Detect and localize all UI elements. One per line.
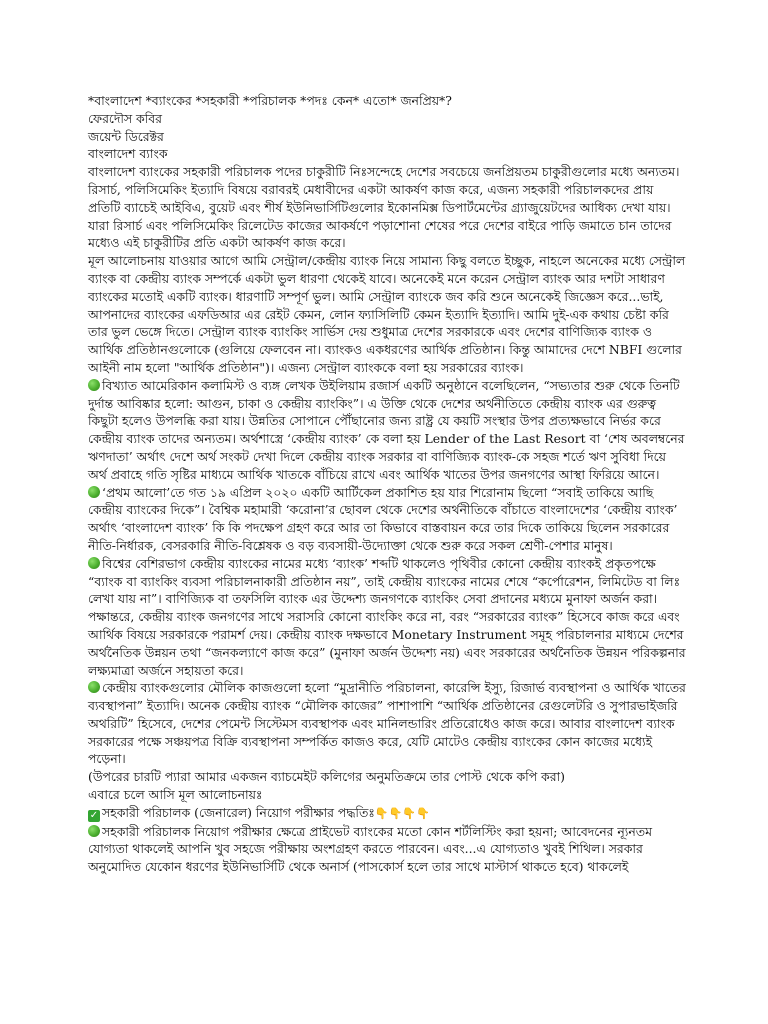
paragraph-core-functions [88,679,688,768]
paragraph-bank-naming [88,555,688,680]
paragraph-transition: এবারে চলে আসি মূল আলোচনায়ঃ [88,787,263,803]
paragraph-will-rogers-quote [88,377,688,484]
heading-text: সহকারী পরিচালক (জেনারেল) নিয়োগ পরীক্ষার পদ্ধতিঃ [102,804,375,820]
green-circle-icon [88,681,100,693]
section-heading-exam-method [88,804,688,823]
author-organization: বাংলাদেশ ব্যাংক [88,146,168,162]
green-circle-icon [88,486,100,498]
paragraph-text: বিশ্বের বেশিরভাগ কেন্দ্রীয় ব্যাংকের নামের মধ্যে ‘ব্যাংক’ শব্দটি থাকলেও পৃথিবীর কোনো কেন্দ্রীয় ব্যাংকই প্রকৃতপক্ষে “ব্যাংক বা ব্যাংকিং ব্যবসা পরিচালনাকারী প্রতিষ্ঠান নয়”, তাই কেন্দ্রীয় ব্যাংকের নামের শেষে “কর্পোরেশন, লিমিটেড বা লিঃ লেখা যায় না”। বাণিজ্যিক বা তফসিলি ব্যাংক এর উদ্দেশ্য জনগণকে ব্যাংকিং সেবা প্রদানের মধ্যমে মুনাফা অর্জন করা। পক্ষান্তরে, কেন্দ্রীয় ব্যাংক জনগণের সাথে সরাসরি কোনো ব্যাংকিং করে না, বরং “সরকারের ব্যাংক” হিসেবে কাজ করে এবং আর্থিক বিষয়ে সরকারকে পরামর্শ দেয়। কেন্দ্রীয় ব্যাংক দক্ষভাবে Monetary Instrument সমূহ পরিচালনার মাধ্যমে দেশের অর্থনৈতিক উন্নয়ন তথা “জনকল্যাণে কাজ করে” (মুনাফা অর্জন উদ্দেশ্য নয়) এবং সরকারের অর্থনৈতিক উন্নয়ন পরিকল্পনার লক্ষ্যমাত্রা অর্জনে সহায়তা করে। [88,555,686,678]
author-name: ফেরদৌস কবির [88,110,162,126]
green-circle-icon [88,379,100,391]
paragraph-text: কেন্দ্রীয় ব্যাংকগুলোর মৌলিক কাজগুলো হলো “মুদ্রানীতি পরিচালনা, কারেন্সি ইস্যু, রিজার্ভ ব্যবস্থাপনা ও আর্থিক খাতের ব্যবস্থাপনা” ইত্যাদি। অনেক কেন্দ্রীয় ব্যাংক “মৌলিক কাজের” পাশাপাশি “আর্থিক প্রতিষ্ঠানের রেগুলেটরি ও সুপারভাইজরি অথরিটি” হিসেবে, দেশের পেমেন্ট সিস্টেমস ব্যবস্থাপক এবং মানিলন্ডারিং প্রতিরোধেও কাজ করে। আবার বাংলাদেশ ব্যাংক সরকারের পক্ষে সঞ্চয়পত্র বিক্রি ব্যবস্থাপনা সম্পর্কিত কাজও করে, যেটি মোটেও কেন্দ্রীয় ব্যাংকের কোন কাজের মধ্যেই পড়েনা। [88,680,686,767]
paragraph-text: বিখ্যাত আমেরিকান কলামিস্ট ও ব্যঙ্গ লেখক উইলিয়াম রজার্স একটি অনুষ্ঠানে বলেছিলেন, “সভ্যতার শুরু থেকে তিনটি দুর্দান্ত আবিষ্কার হলো: আগুন, চাকা ও কেন্দ্রীয় ব্যাংকিং”। এ উক্তি থেকে দেশের অর্থনীতিতে কেন্দ্রীয় ব্যাংক এর গুরুত্ব কিছুটা হলেও উপলব্ধি করা যায়। উন্নতির সোপানে পৌঁছানোর জন্য রাষ্ট্র যে কয়টি সংস্থার উপর প্রত্যক্ষভাবে নির্ভর করে কেন্দ্রীয় ব্যাংক তাদের অন্যতম। অর্থশাস্ত্রে ‘কেন্দ্রীয় ব্যাংক’ কে বলা হয় Lender of the Last Resort বা ‘শেষ অবলম্বনের ঋণদাতা’ অর্থাৎ দেশে অর্থ সংকট দেখা দিলে কেন্দ্রীয় ব্যাংক সরকার বা বাণিজ্যিক ব্যাংক-কে সহজ শর্তে ঋণ সুবিধা দিয়ে অর্থ প্রবাহে গতি সৃষ্টির মাধ্যমে আর্থিক খাতকে বাঁচিয়ে রাখে এবং আর্থিক খাতের উপর জনগণের আস্থা ফিরিয়ে আনে। [88,377,685,482]
paragraph-intro: বাংলাদেশ ব্যাংকের সহকারী পরিচালক পদের চাকুরীটি নিঃসন্দেহে দেশের সবচেয়ে জনপ্রিয়তম চাকুরীগুলোর মধ্যে অন্যতম। রিসার্চ, পলিসিমেকিং ইত্যাদি বিষয়ে বরাবরই মেধাবীদের একটা আকর্ষণ কাজ করে, এজন্য সহকারী পরিচালকদের প্রায় প্রতিটি ব্যাচেই আইবিএ, বুয়েট এবং শীর্ষ ইউনিভার্সিটিগুলোর ইকোনমিক্স ডিপার্টমেন্টের গ্র্যাজুয়েটদের আধিক্য দেখা যায়। যারা রিসার্চ এবং পলিসিমেকিং রিলেটেড কাজের আকর্ষণে পড়াশোনা শেষের পরে দেশের বাইরে পাড়ি জমাতে চান তাদের মধ্যেও এই চাকুরীটির প্রতি একটা আকর্ষণ কাজ করে। [88,164,680,251]
paragraph-text: ‘প্রথম আলো’তে গত ১৯ এপ্রিল ২০২০ একটি আর্টিকেল প্রকাশিত হয় যার শিরোনাম ছিলো “সবাই তাকিয়ে আছি কেন্দ্রীয় ব্যাংকের দিকে”। বৈশ্বিক মহামারী ‘করোনা’র ছোবল থেকে দেশের অর্থনীতিকে বাঁচাতে বাংলাদেশের ‘কেন্দ্রীয় ব্যাংক’ অর্থাৎ ‘বাংলাদেশ ব্যাংক’ কি কি পদক্ষেপ গ্রহণ করে আর তা কিভাবে বাস্তবায়ন করে তার দিকে তাকিয়ে ছিলেন সরকারের নীতি-নির্ধারক, বেসরকারি নীতি-বিশ্লেষক ও বড় ব্যবসায়ী-উদ্যোক্তা থেকে শুরু করে সকল শ্রেণী-পেশার মানুষ। [88,484,678,553]
green-circle-icon [88,825,100,837]
pointing-down-hand-icons: 👇👇👇👇 [374,806,430,820]
green-circle-icon [88,557,100,569]
paragraph-central-bank-misconception: মূল আলোচনায় যাওয়ার আগে আমি সেন্ট্রাল/কেন্দ্রীয় ব্যাংক নিয়ে সামান্য কিছু বলতে ইচ্ছুক, নাহলে অনেকের মধ্যে সেন্ট্রাল ব্যাংক বা কেন্দ্রীয় ব্যাংক সম্পর্কে একটা ভুল ধারণা থেকেই যাবে। অনেকেই মনে করেন সেন্ট্রাল ব্যাংক আর দশটা সাধারণ ব্যাংকের মতোই একটি ব্যাংক। ধারণাটি সম্পূর্ণ ভুল। আমি সেন্ট্রাল ব্যাংকে জব করি শুনে অনেকেই জিজ্ঞেস করে...ভাই, আপনাদের ব্যাংকের এফডিআর এর রেইট কেমন, লোন ফ্যাসিলিটি কেমন ইত্যাদি ইত্যাদি। আমি দুই-এক কথায় চেষ্টা করি তার ভুল ভেঙ্গে দিতে। সেন্ট্রাল ব্যাংক ব্যাংকিং সার্ভিস দেয় শুধুমাত্র দেশের সরকারকে এবং দেশের বাণিজ্যিক ব্যাংক ও আর্থিক প্রতিষ্ঠানগুলোকে (গুলিয়ে ফেলবেন না। ব্যাংকও একধরণের আর্থিক প্রতিষ্ঠান। কিন্তু আমাদের দেশে NBFI গুলোর আইনী নাম হলো "আর্থিক প্রতিষ্ঠান")। এজন্য সেন্ট্রাল ব্যাংককে বলা হয় সরকারের ব্যাংক। [88,253,686,375]
document-body [88,92,688,876]
author-position: জয়েন্ট ডিরেক্টর [88,128,164,144]
paragraph-eligibility [88,823,688,876]
paragraph-text: সহকারী পরিচালক নিয়োগ পরীক্ষার ক্ষেত্রে প্রাইভেট ব্যাংকের মতো কোন শর্টলিস্টিং করা হয়না; আবেদনের ন্যূনতম যোগ্যতা থাকলেই আপনি খুব সহজে পরীক্ষায় অংশগ্রহণ করতে পারবেন। এবং...এ যোগ্যতাও খুবই শিথিল। সরকার অনুমোদিত যেকোন ধরণের ইউনিভার্সিটি থেকে অনার্স (পাসকোর্স হলে তার সাথে মাস্টার্স থাকতে হবে) থাকলেই [88,823,652,875]
paragraph-copy-note: (উপরের চারটি প্যারা আমার একজন ব্যাচমেইট কলিগের অনুমতিক্রমে তার পোস্ট থেকে কপি করা) [88,769,565,785]
document-title: *বাংলাদেশ *ব্যাংকের *সহকারী *পরিচালক *পদঃ কেন* এতো* জনপ্রিয়*? [88,93,452,108]
paragraph-prothom-alo [88,484,688,555]
check-mark-icon: ✓ [89,809,99,821]
